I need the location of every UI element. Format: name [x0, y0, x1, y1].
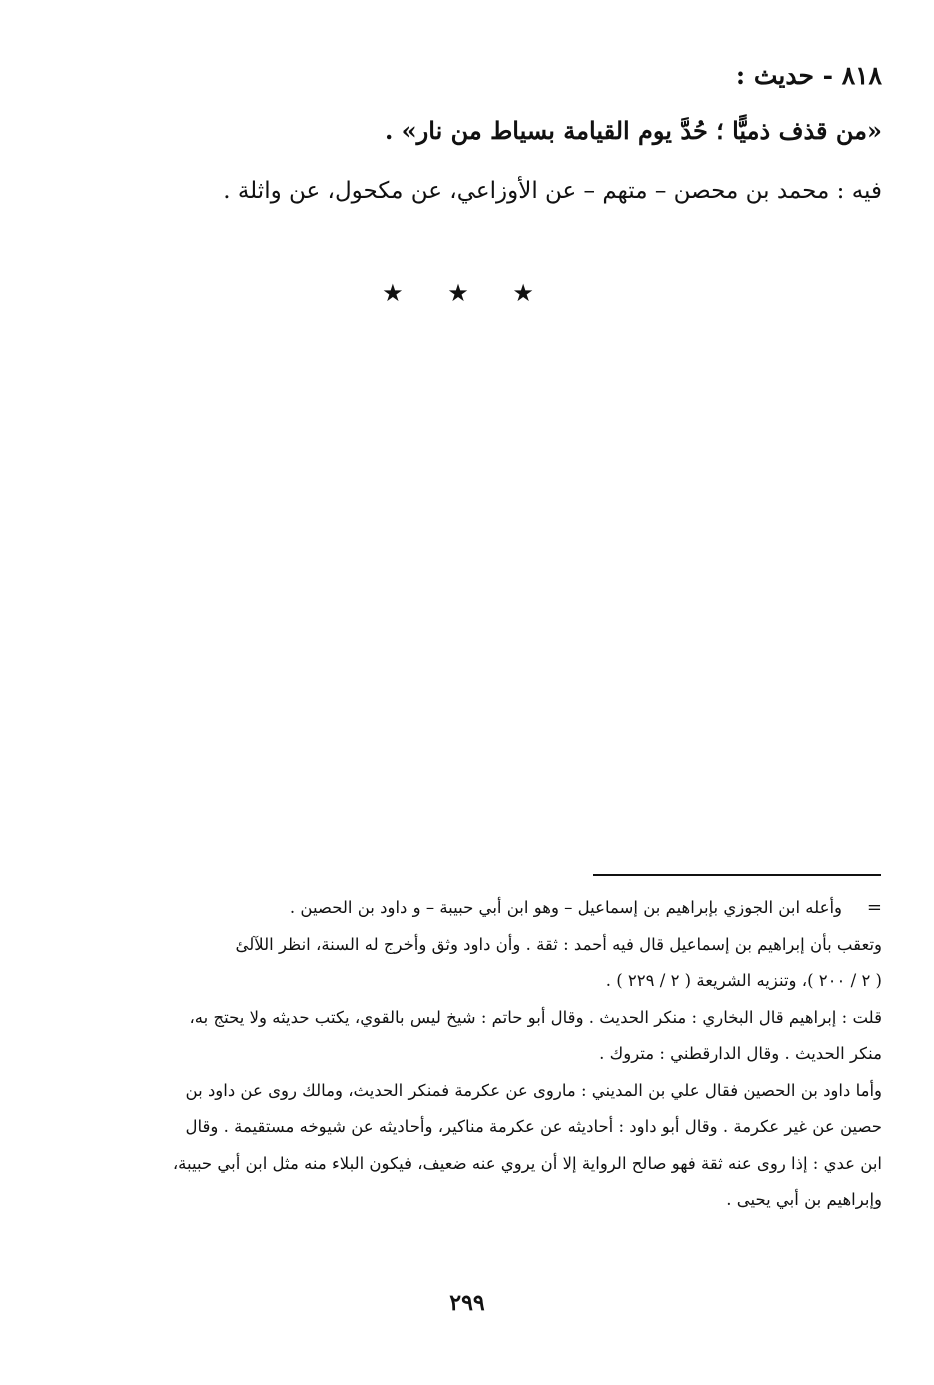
footnotes-block [100, 890, 882, 1219]
footnote-line: وتعقب بأن إبراهيم بن إسماعيل قال فيه أحمد : ثقة . وأن داود وثق وأخرج له السنة، انظر اللآلئ [235, 934, 882, 954]
footnote-line: منكر الحديث . وقال الدارقطني : متروك . [599, 1044, 882, 1063]
hadith-note: فيه : محمد بن محصن – متهم – عن الأوزاعي، عن مكحول، عن واثلة . [223, 178, 882, 204]
main-text-block [120, 56, 882, 210]
footnote-divider [593, 874, 881, 876]
footnote-line: قلت : إبراهيم قال البخاري : منكر الحديث . وقال أبو حاتم : شيخ ليس بالقوي، يكتب حديثه ولا يحتج به، [189, 1007, 882, 1027]
page-number: ٢٩٩ [449, 1290, 485, 1316]
footnote-line: وأعله ابن الجوزي بإبراهيم بن إسماعيل – وهو ابن أبي حبيبة – و داود بن الحصين . [289, 898, 842, 917]
footnote-line: وإبراهيم بن أبي يحيى . [726, 1190, 882, 1209]
section-separator-stars: ★ ★ ★ [382, 279, 552, 307]
footnote-continuation-marker: = [866, 897, 882, 918]
hadith-heading: ٨١٨ - حديث : [735, 61, 882, 90]
footnote-line: وأما داود بن الحصين فقال علي بن المديني : ماروى عن عكرمة فمنكر الحديث، ومالك روى عن داود بن [185, 1080, 882, 1100]
hadith-text: «من قذف ذميًّا ؛ حُدَّ يوم القيامة بسياط من نار» . [384, 116, 882, 145]
footnote-line: ابن عدي : إذا روى عنه ثقة فهو صالح الرواية إلا أن يروي عنه ضعيف، فيكون البلاء منه مثل ابن أبي حبيبة، [172, 1153, 882, 1173]
footnote-line: حصين عن غير عكرمة . وقال أبو داود : أحاديثه عن عكرمة مناكير، وأحاديثه عن شيوخه مستقيمة . وقال [185, 1117, 882, 1136]
footnote-line: ( ٢ / ٢٠٠ )، وتنزيه الشريعة ( ٢ / ٢٢٩ ) . [605, 971, 882, 990]
